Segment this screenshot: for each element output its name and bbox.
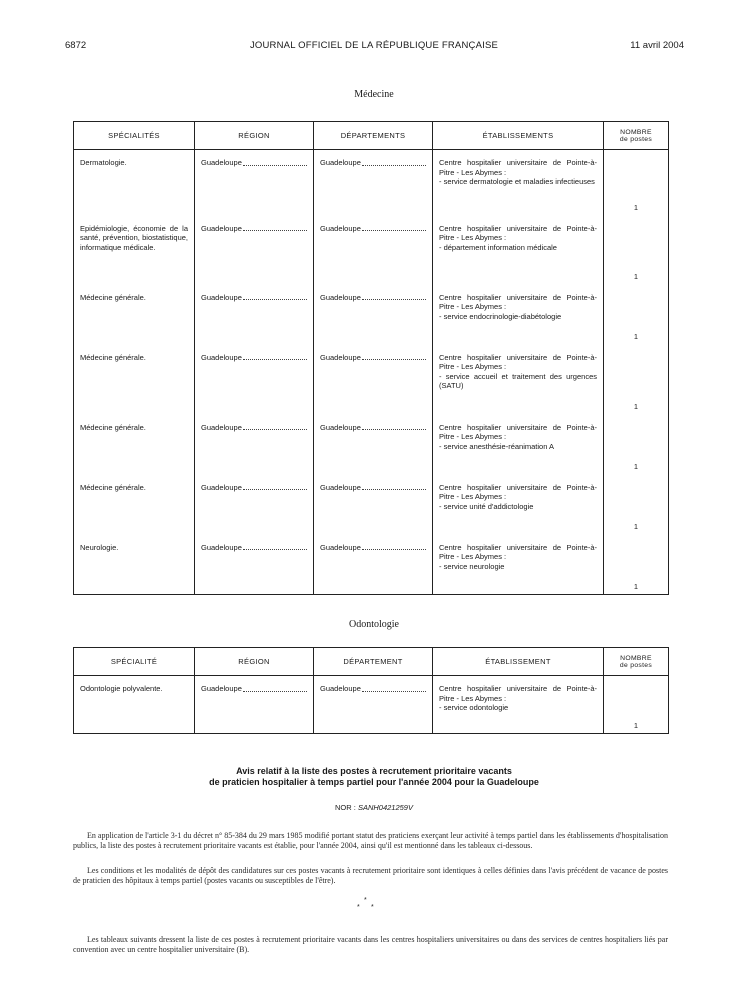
service-cell: - département information médicale (439, 242, 557, 252)
avis-title (0, 766, 748, 788)
service-cell: - service neurologie (439, 561, 505, 571)
specialite-cell: Dermatologie. (80, 158, 127, 167)
table-row (74, 475, 669, 535)
section-title-odontologie: Odontologie (349, 619, 399, 630)
col-header-departements: DÉPARTEMENTS (314, 122, 433, 150)
nombre-cell: 1 (604, 475, 669, 535)
etablissement-cell: Centre hospitalier universitaire de Pointe-à-Pitre - Les Abymes : (439, 542, 597, 561)
nor-label: NOR : (335, 803, 356, 812)
service-cell: - service dermatologie et maladies infectieuses (439, 177, 595, 186)
specialite-cell: Médecine générale. (80, 482, 146, 492)
departement-cell: Guadeloupe (320, 293, 426, 303)
medecine-table (73, 121, 669, 595)
service-cell: - service accueil et traitement des urgences (SATU) (439, 371, 597, 390)
nombre-cell: 1 (604, 150, 669, 216)
service-cell: - service odontologie (439, 703, 509, 712)
issue-date: 11 avril 2004 (630, 40, 684, 51)
service-cell: - service anesthésie-réanimation A (439, 441, 555, 451)
asterisk: * (357, 904, 360, 911)
etablissement-cell: Centre hospitalier universitaire de Pointe-à-Pitre - Les Abymes : (439, 352, 597, 371)
col-header-nombre (604, 122, 669, 150)
nombre-cell: 1 (604, 216, 669, 285)
nombre-cell: 1 (604, 285, 669, 345)
col-header-nombre-line2: de postes (619, 135, 653, 143)
service-cell: - service unité d'addictologie (439, 501, 534, 511)
specialite-cell: Médecine générale. (80, 422, 146, 432)
table-row (74, 285, 669, 345)
col-header-specialites: SPÉCIALITÉS (74, 122, 195, 150)
etablissement-cell: Centre hospitalier universitaire de Pointe-à-Pitre - Les Abymes : (439, 292, 597, 311)
asterisk: * (364, 897, 367, 904)
odontologie-table (73, 647, 669, 734)
col-header-etablissement: ÉTABLISSEMENT (433, 648, 604, 676)
paragraph: Les conditions et les modalités de dépôt des candidatures sur ces postes vacants à recrutement prioritaire sont identiques à celles définies dans l'avis précédent de vacance de postes de praticien des hôpitaux à temps partiel (postes vacants ou susceptibles de l'être). (73, 866, 668, 885)
table-row (74, 676, 669, 734)
region-cell: Guadeloupe (201, 353, 307, 363)
col-header-nombre-line2: de postes (619, 661, 653, 669)
nombre-cell: 1 (604, 345, 669, 415)
journal-title: JOURNAL OFFICIEL DE LA RÉPUBLIQUE FRANÇAISE (249, 40, 499, 51)
etablissement-cell: Centre hospitalier universitaire de Pointe-à-Pitre - Les Abymes : (439, 684, 597, 703)
region-cell: Guadeloupe (201, 483, 307, 493)
nor-code: SANH0421259V (357, 803, 413, 812)
col-header-etablissements: ÉTABLISSEMENTS (433, 122, 604, 150)
specialite-cell: Médecine générale. (80, 292, 146, 302)
table-header-row (74, 648, 669, 676)
departement-cell: Guadeloupe (320, 158, 426, 168)
etablissement-cell: Centre hospitalier universitaire de Pointe-à-Pitre - Les Abymes : (439, 223, 597, 242)
page-number: 6872 (65, 40, 87, 51)
departement-cell: Guadeloupe (320, 684, 426, 694)
nombre-cell: 1 (604, 535, 669, 595)
col-header-nombre (604, 648, 669, 676)
nombre-cell: 1 (604, 415, 669, 475)
departement-cell: Guadeloupe (320, 353, 426, 363)
departement-cell: Guadeloupe (320, 543, 426, 553)
specialite-cell: Epidémiologie, économie de la santé, prévention, biostatistique, informatique médicale. (80, 223, 188, 252)
etablissement-cell: Centre hospitalier universitaire de Pointe-à-Pitre - Les Abymes : (439, 422, 597, 441)
avis-title-line1: Avis relatif à la liste des postes à recrutement prioritaire vacants (236, 766, 512, 776)
col-header-specialite: SPÉCIALITÉ (74, 648, 195, 676)
specialite-cell: Odontologie polyvalente. (80, 684, 163, 693)
departement-cell: Guadeloupe (320, 483, 426, 493)
col-header-departement: DÉPARTEMENT (314, 648, 433, 676)
col-header-nombre-line1: NOMBRE (620, 654, 652, 662)
asterism-separator (352, 897, 382, 913)
avis-title-line2: de praticien hospitalier à temps partiel pour l'année 2004 pour la Guadeloupe (209, 777, 539, 787)
service-cell: - service endocrinologie-diabétologie (439, 311, 562, 321)
col-header-region: RÉGION (195, 122, 314, 150)
etablissement-cell: Centre hospitalier universitaire de Pointe-à-Pitre - Les Abymes : (439, 158, 597, 177)
table-row (74, 415, 669, 475)
asterisk: * (371, 904, 374, 911)
section-title-medecine: Médecine (354, 89, 394, 100)
specialite-cell: Neurologie. (80, 542, 119, 552)
col-header-nombre-line1: NOMBRE (620, 128, 652, 136)
paragraph: En application de l'article 3-1 du décret n° 85-384 du 29 mars 1985 modifié portant statut des praticiens exerçant leur activité à temps partiel dans les établissements d'hospitalisation publics, la liste des postes à recrutement prioritaire vacants est établie, pour l'année 2004, ainsi qu'il est mentionné dans les tableaux ci-dessous. (73, 831, 668, 850)
paragraph: Les tableaux suivants dressent la liste de ces postes à recrutement prioritaire vacants dans les centres hospitaliers universitaires ou dans des services de centres hospitaliers liés par convention avec un centre hospitalier universitaire (B). (73, 935, 668, 954)
region-cell: Guadeloupe (201, 293, 307, 303)
departement-cell: Guadeloupe (320, 224, 426, 234)
etablissement-cell: Centre hospitalier universitaire de Pointe-à-Pitre - Les Abymes : (439, 482, 597, 501)
table-row (74, 216, 669, 285)
col-header-region: RÉGION (195, 648, 314, 676)
table-row (74, 345, 669, 415)
region-cell: Guadeloupe (201, 423, 307, 433)
departement-cell: Guadeloupe (320, 423, 426, 433)
table-header-row (74, 122, 669, 150)
nor-reference (0, 803, 748, 812)
nombre-cell: 1 (604, 676, 669, 734)
table-row (74, 150, 669, 216)
region-cell: Guadeloupe (201, 224, 307, 234)
region-cell: Guadeloupe (201, 684, 307, 694)
region-cell: Guadeloupe (201, 543, 307, 553)
region-cell: Guadeloupe (201, 158, 307, 168)
specialite-cell: Médecine générale. (80, 352, 146, 362)
table-row (74, 535, 669, 595)
